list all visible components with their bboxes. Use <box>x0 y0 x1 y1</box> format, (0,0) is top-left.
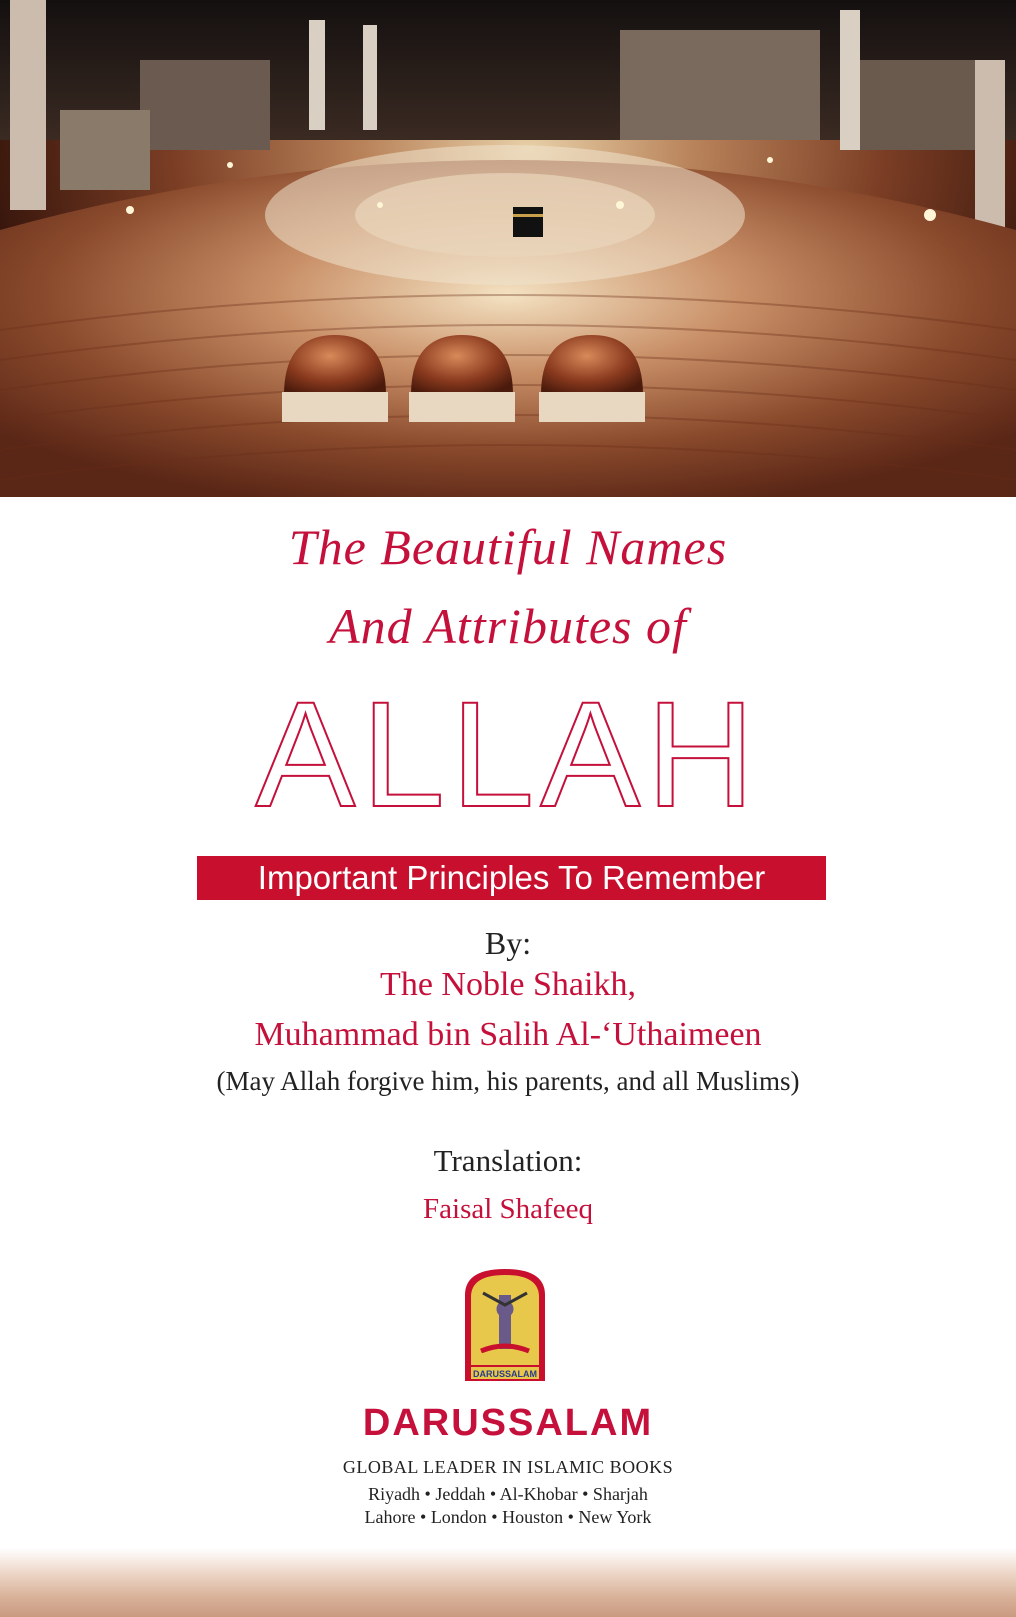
cover-photo <box>0 0 1016 497</box>
publisher-name: DARUSSALAM <box>362 1402 654 1444</box>
publisher-tagline: GLOBAL LEADER IN ISLAMIC BOOKS <box>342 1457 674 1477</box>
title-main <box>0 686 1016 816</box>
translation-label: Translation: <box>433 1143 583 1178</box>
author-prayer: (May Allah forgive him, his parents, and all Muslims) <box>216 1066 800 1096</box>
bottom-photo-strip <box>0 1548 1016 1617</box>
publisher-logo-icon <box>459 1265 551 1385</box>
publisher-cities-line-1: Riyadh • Jeddah • Al-Khobar • Sharjah <box>368 1484 648 1504</box>
author-name: Muhammad bin Salih Al-‘Uthaimeen <box>254 1016 762 1053</box>
author-title: The Noble Shaikh, <box>380 966 636 1003</box>
by-label: By: <box>484 925 532 961</box>
mosque-illustration <box>0 0 1016 497</box>
title-line-2: And Attributes of <box>329 598 687 654</box>
translator-name: Faisal Shafeeq <box>423 1193 593 1225</box>
subtitle-banner: Important Principles To Remember <box>197 856 826 900</box>
title-main-text: ALLAH <box>255 686 761 816</box>
publisher-cities-line-2: Lahore • London • Houston • New York <box>364 1507 652 1527</box>
logo-text: DARUSSALAM <box>473 1369 537 1379</box>
title-line-1: The Beautiful Names <box>288 519 728 575</box>
